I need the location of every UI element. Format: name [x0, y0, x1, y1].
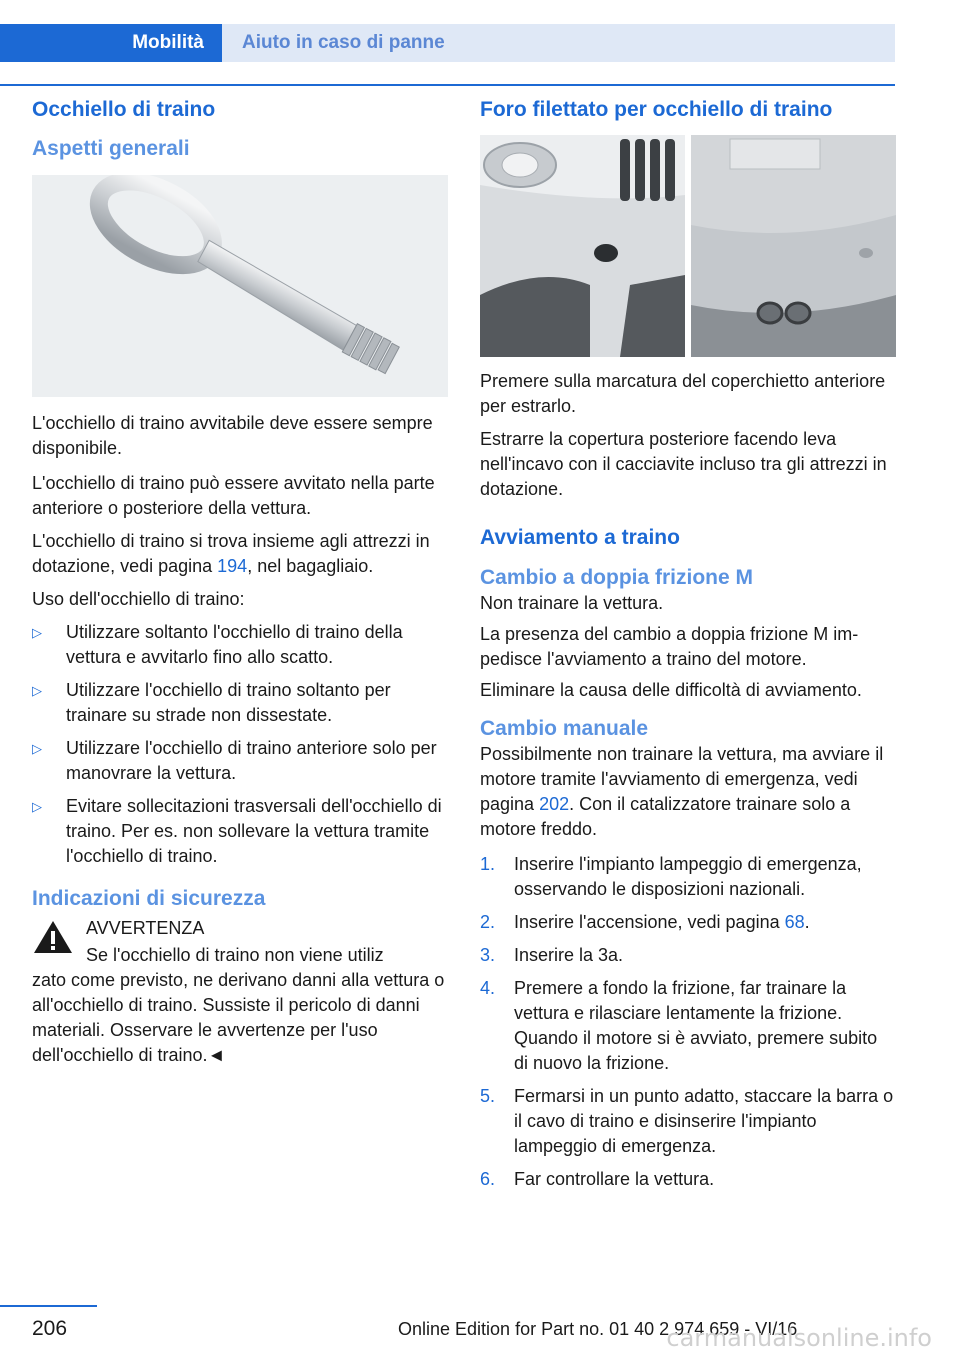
- paragraph-rear-cover: Estrarre la copertura posteriore facendo leva nell'incavo con il cacciavite incluso tra gli attrezzi in dotazione.: [480, 429, 887, 500]
- link-page-194[interactable]: 194: [217, 555, 248, 576]
- list-item-text: Premere a fondo la frizione, far trainare la vettura e rilasciare lentamente la frizione. Quando il motore si è avviato, premere subito di nuovo la frizione.: [514, 978, 878, 1074]
- text: Possibilmente non trainare la vettura, ma avviare il motore tramite l'avviamento di emergenza, vedi pagina: [480, 744, 884, 815]
- text: zato come previsto, ne derivano danni alla vettura o all'occhiello di traino. Sussiste il pericolo di danni materiali. Osservare le avvertenze per l'uso dell'occhiello di traino.: [32, 969, 445, 1065]
- list-item-text: Utilizzare soltanto l'occhiello di traino della vettura e avvitarlo fino allo scatto.: [66, 621, 403, 667]
- triangle-bullet-icon: ▷: [32, 624, 42, 640]
- text: . Con il catalizzatore trainare solo a motore freddo.: [480, 794, 851, 840]
- paragraph-location: [32, 529, 448, 579]
- paragraph-front-rear: L'occhiello di traino può essere avvitato nella parte anteriore o posteriore della vettura.: [32, 472, 435, 518]
- warning-title: AVVERTENZA: [86, 917, 205, 938]
- list-item: [32, 620, 448, 670]
- list-item: [32, 736, 448, 786]
- text: , nel bagagliaio.: [247, 555, 374, 576]
- tab-aiuto-in-caso-di-panne[interactable]: Aiuto in caso di panne: [222, 24, 895, 62]
- list-item: [480, 943, 896, 968]
- subheading-dct: Cambio a doppia frizione M: [480, 565, 754, 589]
- section-title-tow-start: Avviamento a traino: [480, 526, 680, 550]
- subheading-safety: Indicazioni di sicurezza: [32, 886, 266, 910]
- list-item: [32, 794, 448, 869]
- usage-list: [32, 620, 448, 869]
- step-number: 1.: [480, 854, 496, 875]
- header-divider: [0, 84, 895, 86]
- list-item-text: Inserire la 3a.: [514, 945, 624, 966]
- list-item-text: Far controllare la vettura.: [514, 1169, 715, 1190]
- paragraph-always-available: L'occhiello di traino avvitabile deve essere sempre disponibile.: [32, 412, 433, 458]
- list-item: [480, 1167, 896, 1192]
- triangle-bullet-icon: ▷: [32, 798, 42, 814]
- list-item: [32, 678, 448, 728]
- towing-eye-illustration: [32, 175, 448, 397]
- step-number: 5.: [480, 1086, 496, 1107]
- text: .: [804, 912, 810, 933]
- text: L'occhiello di traino si trova insieme agli attrezzi in dotazione, vedi pagina: [32, 530, 430, 576]
- section-title-towing-eye: Occhiello di traino: [32, 98, 216, 121]
- warning-first-line: Se l'occhiello di traino non viene utiliz: [86, 944, 384, 965]
- warning-triangle-icon: [32, 918, 74, 956]
- list-item-text: Inserire l'impianto lampeggio di emergenza, osservando le disposizioni nazionali.: [514, 854, 862, 900]
- footer-divider: [0, 1305, 97, 1307]
- list-item-text: Fermarsi in un punto adatto, staccare la barra o il cavo di traino e disinserire l'impianto lampeggio di emergenza.: [514, 1086, 894, 1157]
- step-number: 3.: [480, 945, 496, 966]
- watermark: carmanualsonline.info: [666, 1324, 932, 1352]
- paragraph-front-cover: Premere sulla marcatura del coperchietto anteriore per estrarlo.: [480, 371, 886, 417]
- page-header: [0, 24, 895, 62]
- section-title-threaded-hole: Foro filettato per occhiello di traino: [480, 98, 833, 121]
- step-number: 4.: [480, 978, 496, 999]
- step-number: 2.: [480, 912, 496, 933]
- bumper-photos: [480, 135, 896, 357]
- link-page-68[interactable]: 68: [784, 912, 805, 933]
- end-mark-icon: ◄: [207, 1044, 226, 1065]
- list-item: [480, 852, 896, 902]
- warning-text: [32, 968, 448, 1068]
- steps-list: [480, 852, 896, 1192]
- paragraph-no-tow: Non trainare la vettura.: [480, 592, 664, 613]
- step-number: 6.: [480, 1169, 496, 1190]
- triangle-bullet-icon: ▷: [32, 682, 42, 698]
- paragraph-eliminate-cause: Eliminare la causa delle difficoltà di avviamento.: [480, 679, 862, 700]
- link-page-202[interactable]: 202: [539, 794, 570, 815]
- list-item-text: Evitare sollecitazioni trasversali dell'occhiello di traino. Per es. non sollevare la vettura tramite l'occhiello di traino.: [66, 795, 442, 866]
- list-item-text: Utilizzare l'occhiello di traino soltanto per trainare su strade non dissestate.: [66, 679, 391, 725]
- list-item-text: Utilizzare l'occhiello di traino anteriore solo per manovrare la vettura.: [66, 737, 437, 783]
- triangle-bullet-icon: ▷: [32, 740, 42, 756]
- tab-mobilita[interactable]: Mobilità: [0, 24, 222, 62]
- paragraph-usage-intro: Uso dell'occhiello di traino:: [32, 588, 245, 609]
- paragraph-dct-prevents: La presenza del cambio a doppia frizione M impedisce l'avviamento a traino del motore.: [480, 623, 859, 669]
- list-item: [480, 1084, 896, 1159]
- list-item: [480, 910, 896, 935]
- warning-block: [32, 916, 448, 1068]
- subheading-general: Aspetti generali: [32, 137, 190, 161]
- page-number: 206: [32, 1317, 68, 1340]
- edition-text: Online Edition for Part no. 01 40 2 974 659 - VI/16: [398, 1319, 798, 1339]
- list-item: [480, 976, 896, 1076]
- list-item-text: Inserire l'accensione, vedi pagina: [514, 912, 785, 933]
- left-column: [32, 96, 448, 1068]
- paragraph-manual-intro: [480, 742, 896, 842]
- subheading-manual: Cambio manuale: [480, 716, 649, 740]
- right-column: [480, 96, 896, 1200]
